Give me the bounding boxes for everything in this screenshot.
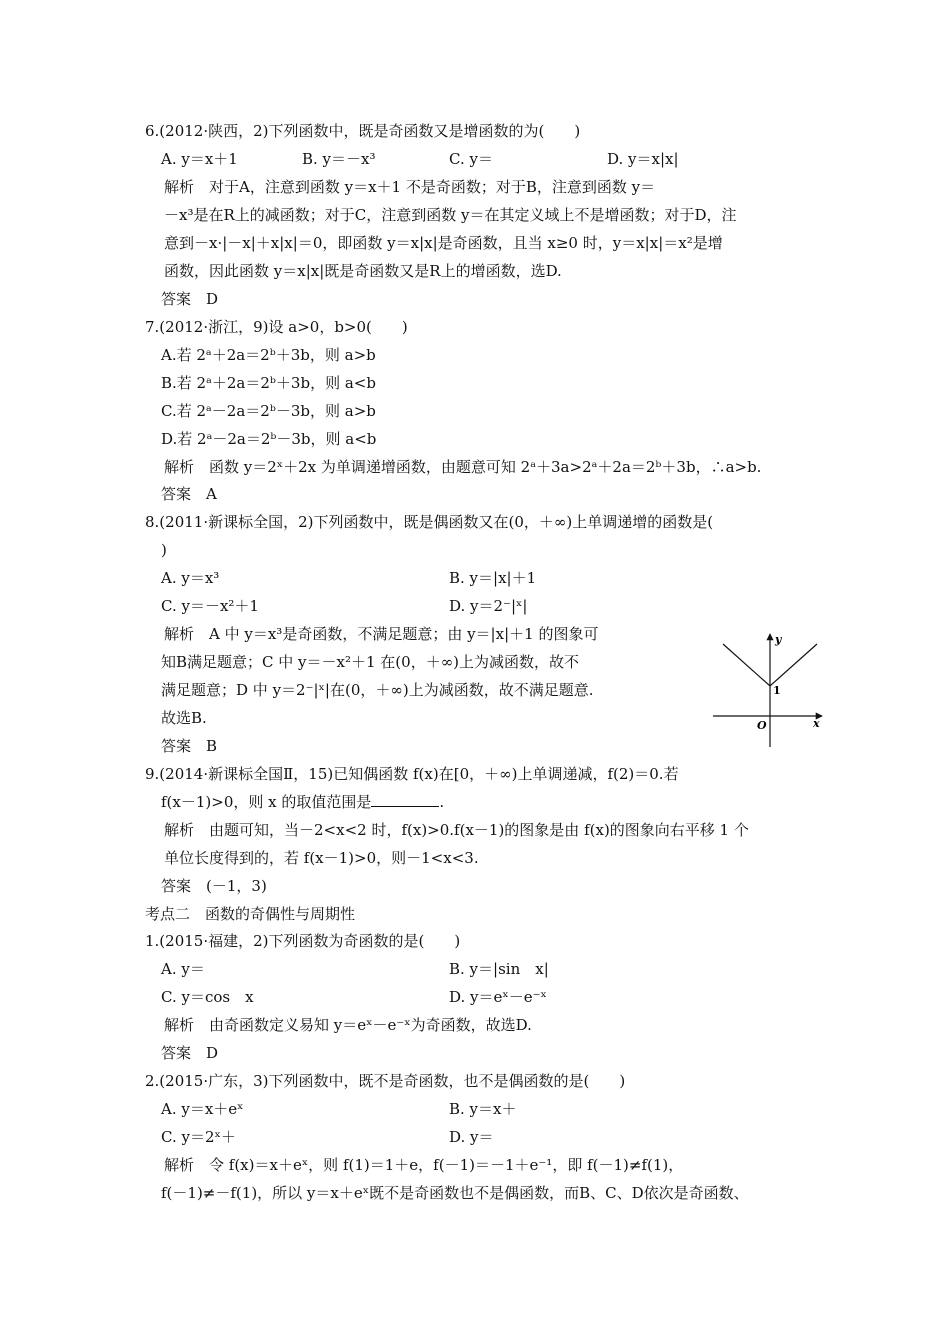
q8-option-a: A. y＝x³	[161, 569, 220, 587]
q9-stem-line2	[161, 791, 444, 813]
q6-analysis-line: 函数，因此函数 y＝x|x|既是奇函数又是R上的增函数，选D.	[164, 262, 562, 280]
answer-blank	[371, 792, 439, 807]
s1-option-d: D. y＝eˣ－e⁻ˣ	[449, 988, 547, 1006]
q8-option-c: C. y＝－x²＋1	[161, 597, 259, 615]
s2-option-d: D. y＝	[449, 1128, 494, 1146]
q7-option-d: D.若 2ᵃ－2a＝2ᵇ－3b，则 a<b	[161, 430, 377, 448]
q9-analysis-line: 解析 由题可知，当－2<x<2 时，f(x)>0.f(x－1)的图象是由 f(x)的图象向右平移 1 个	[164, 821, 749, 839]
s1-answer: 答案 D	[161, 1044, 219, 1062]
q7-analysis-line: 解析 函数 y＝2ˣ＋2x 为单调递增函数，由题意可知 2ᵃ＋3a>2ᵃ＋2a＝2ᵇ＋3b，∴a>b.	[164, 458, 762, 476]
q8-option-b: B. y＝|x|＋1	[449, 569, 537, 587]
s1-option-b: B. y＝|sin x|	[449, 960, 549, 978]
q7-stem: 7.(2012·浙江，9)设 a>0，b>0( )	[145, 318, 408, 336]
q6-analysis-line: 意到－x·|－x|＋x|x|＝0，即函数 y＝x|x|是奇函数，且当 x≥0 时，y＝x|x|＝x²是增	[164, 234, 723, 252]
q6-answer: 答案 D	[161, 290, 219, 308]
s1-analysis-line: 解析 由奇函数定义易知 y＝eˣ－e⁻ˣ为奇函数，故选D.	[164, 1016, 532, 1034]
q8-analysis-line: 故选B.	[161, 709, 207, 727]
x-axis-label: x	[813, 717, 820, 730]
q9-stem-line: 9.(2014·新课标全国Ⅱ，15)已知偶函数 f(x)在[0，＋∞)上单调递减，f(2)＝0.若	[145, 765, 679, 783]
q6-option-d: D. y＝x|x|	[607, 150, 679, 168]
q6-stem: 6.(2012·陕西，2)下列函数中，既是奇函数又是增函数的为( )	[145, 122, 581, 140]
q8-analysis-line: 满足题意；D 中 y＝2⁻|ˣ|在(0，＋∞)上为减函数，故不满足题意.	[161, 681, 594, 699]
s1-option-c: C. y＝cos x	[161, 988, 254, 1006]
q6-option-a: A. y＝x＋1	[161, 150, 238, 168]
q9-answer: 答案 (－1，3)	[161, 877, 267, 895]
s2-analysis-line: 解析 令 f(x)＝x＋eˣ，则 f(1)＝1＋e，f(－1)＝－1＋e⁻¹，即 f(－1)≠f(1)，	[164, 1156, 684, 1174]
q6-analysis-line: －x³是在R上的减函数；对于C，注意到函数 y＝在其定义域上不是增函数；对于D，注	[164, 206, 737, 224]
q8-stem-line: 8.(2011·新课标全国，2)下列函数中，既是偶函数又在(0，＋∞)上单调递增的函数是(	[145, 513, 714, 531]
origin-label: O	[757, 719, 767, 732]
q9-stem-end: .	[439, 793, 445, 811]
s2-option-b: B. y＝x＋	[449, 1100, 517, 1118]
s2-analysis-line: f(－1)≠－f(1)，所以 y＝x＋eˣ既不是奇函数也不是偶函数，而B、C、D依次是奇函数、	[161, 1184, 749, 1202]
q6-analysis-line: 解析 对于A，注意到函数 y＝x＋1 不是奇函数；对于B，注意到函数 y＝	[164, 178, 656, 196]
q7-answer: 答案 A	[161, 485, 217, 503]
q8-analysis-line: 知B满足题意；C 中 y＝－x²＋1 在(0，＋∞)上为减函数，故不	[161, 653, 580, 671]
q9-analysis-line: 单位长度得到的，若 f(x－1)>0，则－1<x<3.	[164, 849, 479, 867]
q6-option-b: B. y＝－x³	[302, 150, 376, 168]
q7-option-c: C.若 2ᵃ－2a＝2ᵇ－3b，则 a>b	[161, 402, 376, 420]
s1-stem: 1.(2015·福建，2)下列函数为奇函数的是( )	[145, 932, 461, 950]
section-heading: 考点二 函数的奇偶性与周期性	[145, 905, 356, 923]
q6-option-c: C. y＝	[449, 150, 493, 168]
q9-stem-text: f(x－1)>0，则 x 的取值范围是	[161, 793, 372, 811]
y-axis-label: y	[775, 633, 782, 646]
q7-option-b: B.若 2ᵃ＋2a＝2ᵇ＋3b，则 a<b	[161, 374, 376, 392]
s2-option-c: C. y＝2ˣ＋	[161, 1128, 236, 1146]
q8-stem-line: )	[161, 541, 167, 559]
s2-option-a: A. y＝x＋eˣ	[161, 1100, 244, 1118]
q7-option-a: A.若 2ᵃ＋2a＝2ᵇ＋3b，则 a>b	[161, 346, 376, 364]
s2-stem: 2.(2015·广东，3)下列函数中，既不是奇函数，也不是偶函数的是( )	[145, 1072, 626, 1090]
intercept-label: 1	[773, 684, 781, 697]
q8-analysis-line: 解析 A 中 y＝x³是奇函数，不满足题意；由 y＝|x|＋1 的图象可	[164, 625, 599, 643]
s1-option-a: A. y＝	[161, 960, 205, 978]
abs-value-graph	[705, 630, 830, 750]
q8-option-d: D. y＝2⁻|ˣ|	[449, 597, 528, 615]
q8-answer: 答案 B	[161, 737, 218, 755]
